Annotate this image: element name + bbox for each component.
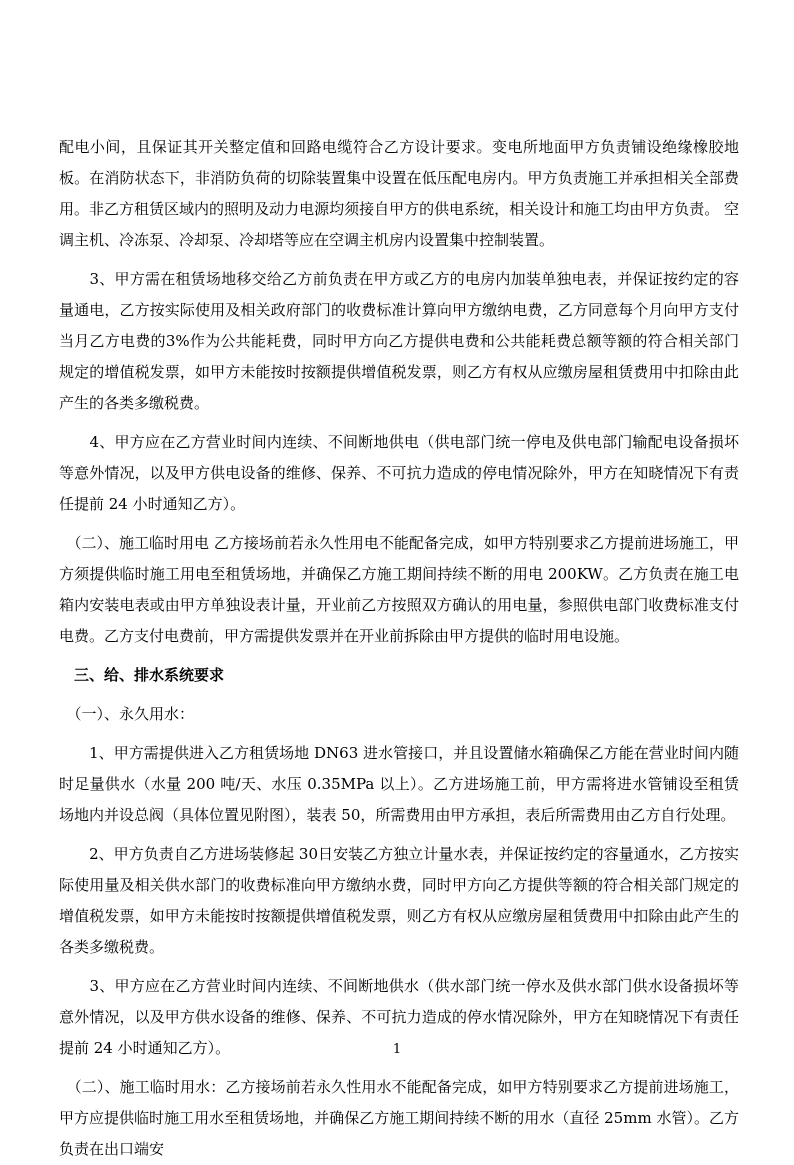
paragraph-continuous-water: 3、甲方应在乙方营业时间内连续、不间断地供水（供水部门统一停水及供水部门供水设备损坏等意外情况，以及甲方供水设备的维修、保养、不可抗力造成的停水情况除外，甲方在知晓情况下有责任提前 24 小时通知乙方）。 [59,977,739,1057]
paragraph-electrical-room: 配电小间，且保证其开关整定值和回路电缆符合乙方设计要求。变电所地面甲方负责铺设绝缘橡胶地板。在消防状态下，非消防负荷的切除装置集中设置在低压配电房内。甲方负责施工并承担相关全部费用。非乙方租赁区域内的照明及动力电源均须接自甲方的供电系统，相关设计和施工均由甲方负责。 空调主机、冷冻泵、冷却泵、冷却塔等应在空调主机房内设置集中控制装置。 [59,138,739,249]
subheading-permanent-water: （一）、永久用水： [59,705,195,723]
page-number: 1 [392,1042,402,1057]
paragraph-continuous-power: 4、甲方应在乙方营业时间内连续、不间断地供电（供电部门统一停电及供电部门输配电设备损坏等意外情况，以及甲方供电设备的维修、保养、不可抗力造成的停电情况除外，甲方在知晓情况下有责任提前 24 小时通知乙方）。 [59,433,739,513]
paragraph-temporary-power: （二）、施工临时用电 乙方接场前若永久性用电不能配备完成，如甲方特别要求乙方提前进场施工，甲方须提供临时施工用电至租赁场地，并确保乙方施工期间持续不断的用电 200KW。乙方负责在施工电箱内安装电表或由甲方单独设表计量，开业前乙方按照双方确认的用电量，参照供电部门收费标准支付电费。乙方支付电费前，甲方需提供发票并在开业前拆除由甲方提供的临时用电设施。 [59,534,739,645]
paragraph-temporary-water: （二）、施工临时用水：乙方接场前若永久性用水不能配备完成，如甲方特别要求乙方提前进场施工，甲方应提供临时施工用水至租赁场地，并确保乙方施工期间持续不断的用水（直径 25mm 水管）。乙方负责在出口端安 [59,1078,739,1158]
section-heading-water-system: 三、给、排水系统要求 [59,666,225,684]
paragraph-water-meter: 2、甲方负责自乙方进场装修起 30日安装乙方独立计量水表，并保证按约定的容量通水，乙方按实际使用量及相关供水部门的收费标准向甲方缴纳水费，同时甲方向乙方提供等额的符合相关部门规定的增值税发票，如甲方未能按时按额提供增值税发票，则乙方有权从应缴房屋租赁费用中扣除由此产生的各类多缴税费。 [59,845,739,956]
document-body [59,132,739,1165]
paragraph-electricity-meter: 3、甲方需在租赁场地移交给乙方前负责在甲方或乙方的电房内加装单独电表，并保证按约定的容量通电，乙方按实际使用及相关政府部门的收费标准计算向甲方缴纳电费，乙方同意每个月向甲方支付当月乙方电费的3%作为公共能耗费，同时甲方向乙方提供电费和公共能耗费总额等额的符合相关部门规定的增值税发票，如甲方未能按时按额提供增值税发票，则乙方有权从应缴房屋租赁费用中扣除由此产生的各类多缴税费。 [59,270,739,412]
paragraph-water-inlet: 1、甲方需提供进入乙方租赁场地 DN63 进水管接口，并且设置储水箱确保乙方能在营业时间内随时足量供水（水量 200 吨/天、水压 0.35MPa 以上）。乙方进场施工前，甲方需将进水管铺设至租赁场地内并设总阀（具体位置见附图），装表 50，所需费用由甲方承担，表后所需费用由乙方自行处理。 [59,744,739,824]
